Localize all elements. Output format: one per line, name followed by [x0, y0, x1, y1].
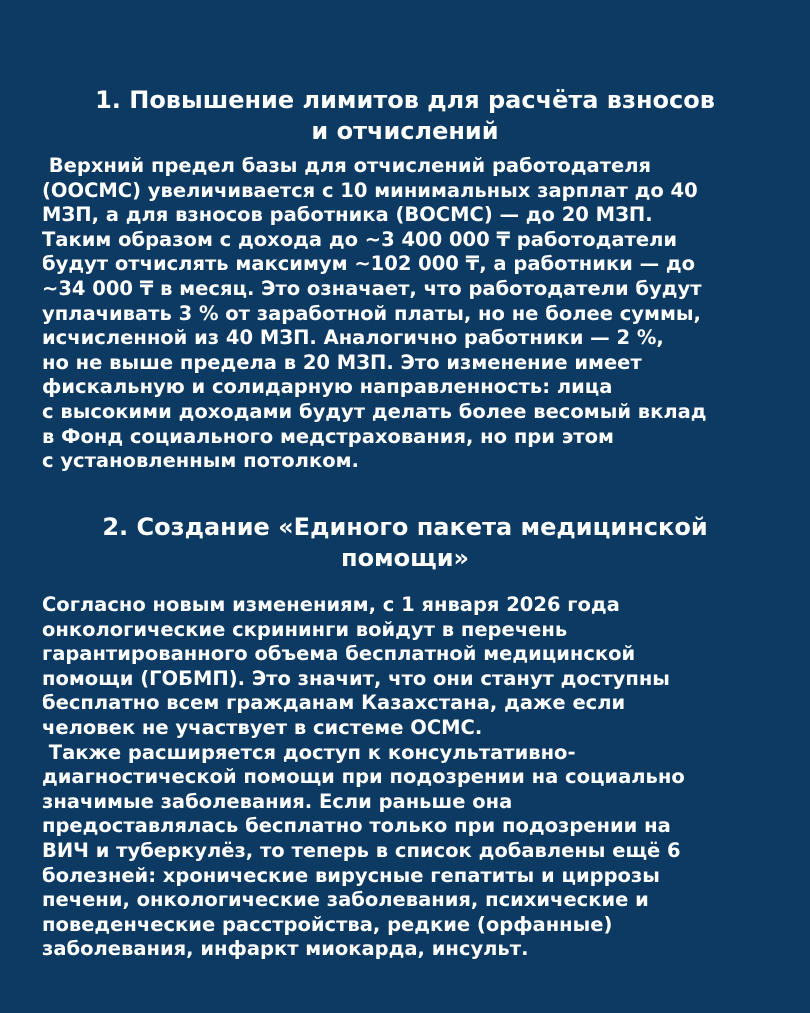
text-line: печени, онкологические заболевания, психические и	[42, 888, 649, 912]
heading-line: и отчислений	[311, 117, 499, 145]
heading-line: помощи»	[340, 544, 470, 572]
text-line: исчисленной из 40 МЗП. Аналогично работники — 2 %,	[42, 326, 664, 350]
text-line: фискальную и солидарную направленность: лица	[42, 375, 613, 399]
text-line: но не выше предела в 20 МЗП. Это изменение имеет	[42, 350, 642, 374]
text-line: Верхний предел базы для отчислений работодателя	[42, 154, 652, 177]
text-line: ~34 000 ₸ в месяц. Это означает, что работодатели будут	[42, 276, 702, 300]
text-line: заболевания, инфаркт миокарда, инсульт.	[42, 937, 529, 961]
text-line: помощи (ГОБМП). Это значит, что они станут доступны	[42, 666, 670, 690]
text-line: уплачивать 3 % от заработной платы, но не более суммы,	[42, 301, 701, 325]
text-line: человек не участвует в системе ОСМС.	[42, 715, 483, 739]
text-line: в Фонд социального медстрахования, но при этом	[42, 424, 614, 448]
heading-line: 1. Повышение лимитов для расчёта взносов	[95, 86, 715, 114]
section-1-body	[42, 154, 707, 474]
text-line: диагностической помощи при подозрении на социально	[42, 765, 685, 789]
text-line: с установленным потолком.	[42, 449, 359, 473]
text-line: будут отчислять максимум ~102 000 ₸, а работники — до	[42, 252, 696, 276]
section-2-heading	[0, 512, 810, 574]
text-line: с высокими доходами будут делать более весомый вклад	[42, 399, 707, 423]
text-line: ВИЧ и туберкулёз, то теперь в список добавлены ещё 6	[42, 838, 681, 862]
text-line: Согласно новым изменениям, с 1 января 2026 года	[42, 593, 620, 616]
text-line: (ООСМС) увеличивается с 10 минимальных зарплат до 40	[42, 178, 698, 202]
text-line: Таким образом с дохода до ~3 400 000 ₸ работодатели	[42, 227, 678, 251]
text-line: значимые заболевания. Если раньше она	[42, 789, 513, 813]
text-line: МЗП, а для взносов работника (ВОСМС) — до 20 МЗП.	[42, 203, 653, 227]
text-line: предоставлялась бесплатно только при подозрении на	[42, 814, 671, 838]
section-2-body	[42, 593, 685, 962]
text-line: Также расширяется доступ к консультативно-	[42, 740, 576, 764]
text-line: поведенческие расстройства, редкие (орфанные)	[42, 912, 613, 936]
text-line: онкологические скрининги войдут в перечень	[42, 617, 568, 641]
text-line: болезней: хронические вирусные гепатиты и циррозы	[42, 863, 660, 887]
text-line: бесплатно всем гражданам Казахстана, даже если	[42, 691, 626, 715]
heading-line: 2. Создание «Единого пакета медицинской	[102, 513, 708, 541]
section-1-heading	[0, 85, 810, 147]
text-line: гарантированного объема бесплатной медицинской	[42, 642, 636, 666]
